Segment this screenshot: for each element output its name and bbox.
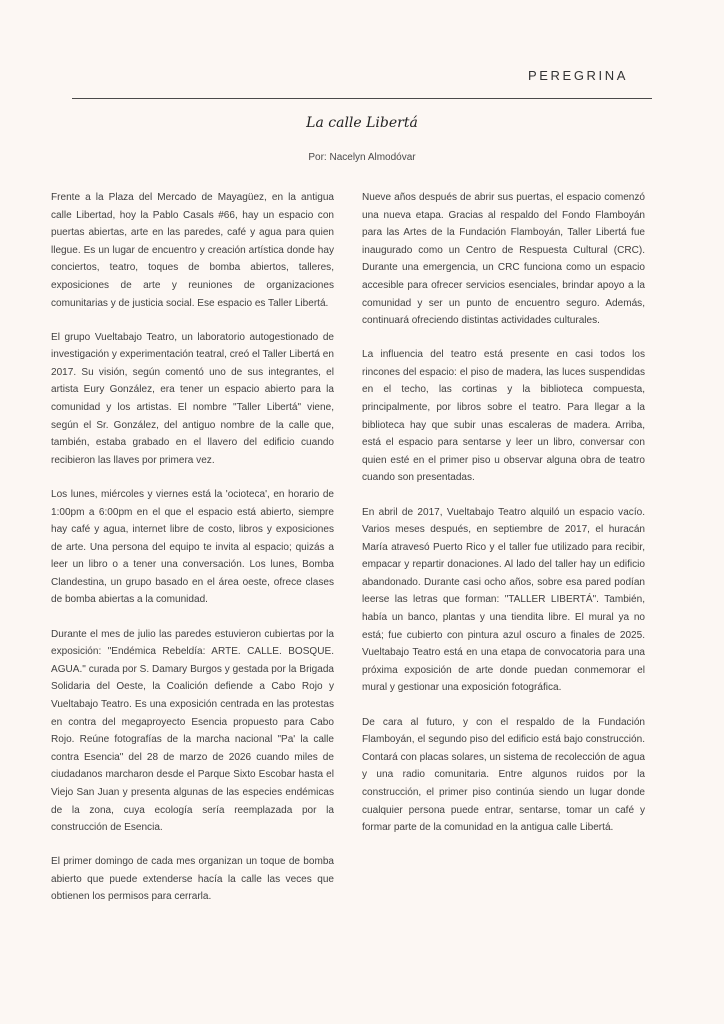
header-divider (72, 98, 652, 99)
paragraph: Frente a la Plaza del Mercado de Mayagüez, en la antigua calle Libertad, hoy la Pablo Casals #66, hay un espacio con puertas abiertas, arte en las paredes, café y agua para quien llegue. Es un lugar de encuentro y creación artística donde hay conciertos, teatro, toques de bomba abiertos, talleres, exposiciones de arte y reuniones de organizaciones comunitarias y de justicia social. Ese espacio es Taller Libertá. (51, 192, 334, 309)
left-column (51, 189, 334, 922)
paragraph: En abril de 2017, Vueltabajo Teatro alquiló un espacio vacío. Varios meses después, en septiembre de 2017, el huracán María atravesó Puerto Rico y el taller fue utilizado para recibir, empacar y repartir donaciones. Al lado del taller hay un edificio abandonado. Durante casi ocho años, sobre esa pared podían leerse las letras que forman: "TALLER LIBERTÁ". También, había un banco, plantas y una tiendita libre. El mural ya no está; fue cubierto con pintura azul oscuro a finales de 2025. Vueltabajo Teatro está en una etapa de convocatoria para una próxima exposición de arte donde puedan conmemorar el mural y gestionar una exposición fotográfica. (362, 506, 645, 694)
paragraph: El grupo Vueltabajo Teatro, un laboratorio autogestionado de investigación y experimentación teatral, creó el Taller Libertá en 2017. Su visión, según comentó uno de sus integrantes, el artista Eury González, era tener un espacio abierto para la comunidad y los artistas. El nombre "Taller Libertá" viene, según el Sr. González, del antiguo nombre de la calle que, también, estaba grabado en el llavero del edificio cuando recibieron las llaves por primera vez. (51, 331, 334, 466)
paragraph: La influencia del teatro está presente en casi todos los rincones del espacio: el piso de madera, las luces suspendidas en el techo, las cortinas y la biblioteca compuesta, principalmente, por libros sobre el teatro. Para llegar a la biblioteca hay que subir unas escaleras de madera. Arriba, está el espacio para sentarse y leer un libro, conversar con quien esté en el primer piso u observar alguna obra de teatro cuando son presentadas. (362, 349, 645, 484)
paragraph: El primer domingo de cada mes organizan un toque de bomba abierto que puede extenderse hacía la calle las veces que obtienen los permisos para cerrarla. (51, 856, 334, 903)
paragraph: De cara al futuro, y con el respaldo de la Fundación Flamboyán, el segundo piso del edificio está bajo construcción. Contará con placas solares, un sistema de recolección de agua y una radio comunitaria. Entre algunos ruidos por la construcción, el primer piso continúa siendo un lugar donde cualquier persona puede entrar, sentarse, tomar un café y formar parte de la comunidad en la antigua calle Libertá. (362, 716, 645, 834)
paragraph: Nueve años después de abrir sus puertas, el espacio comenzó una nueva etapa. Gracias al respaldo del Fondo Flamboyán para las Artes de la Fundación Flamboyán, Taller Libertá fue inaugurado como un Centro de Respuesta Cultural (CRC). Durante una emergencia, un CRC funciona como un espacio accesible para ofrecer servicios esenciales, brindar apoyo a la comunidad y ser un punto de encuentro seguro. Además, continuará ofreciendo distintas actividades culturales. (362, 192, 645, 327)
paragraph: Los lunes, miércoles y viernes está la 'ocioteca', en horario de 1:00pm a 6:00pm en el que el espacio está abierto, siempre hay café y agua, internet libre de costo, libros y exposiciones de arte. Una persona del equipo te invita al espacio; quizás a leer un libro o a tener una conversación. Los lunes, Bomba Clandestina, un grupo basado en el área oeste, ofrece clases de bomba abiertas a la comunidad. (51, 488, 334, 606)
article-title: La calle Libertá (306, 115, 418, 131)
article-byline: Por: Nacelyn Almodóvar (308, 152, 416, 163)
right-column (362, 189, 645, 853)
paragraph: Durante el mes de julio las paredes estuvieron cubiertas por la exposición: "Endémica Rebeldía: ARTE. CALLE. BOSQUE. AGUA." curada por S. Damary Burgos y gestada por la Brigada Solidaria del Oeste, la Coalición defiende a Cabo Rojo y Vueltabajo Teatro. Es una exposición centrada en las protestas en contra del megaproyecto Esencia propuesto para Cabo Rojo. Reúne fotografías de la marcha nacional "Pa' la calle contra Esencia" del 28 de marzo de 2026 cuando miles de ciudadanos marcharon desde el Parque Sixto Escobar hasta el Viejo San Juan y presenta algunas de las especies endémicas de la zona, cuya ecología sería reemplazada por la construcción de Esencia. (51, 628, 334, 834)
publication-name: PEREGRINA (528, 68, 628, 83)
